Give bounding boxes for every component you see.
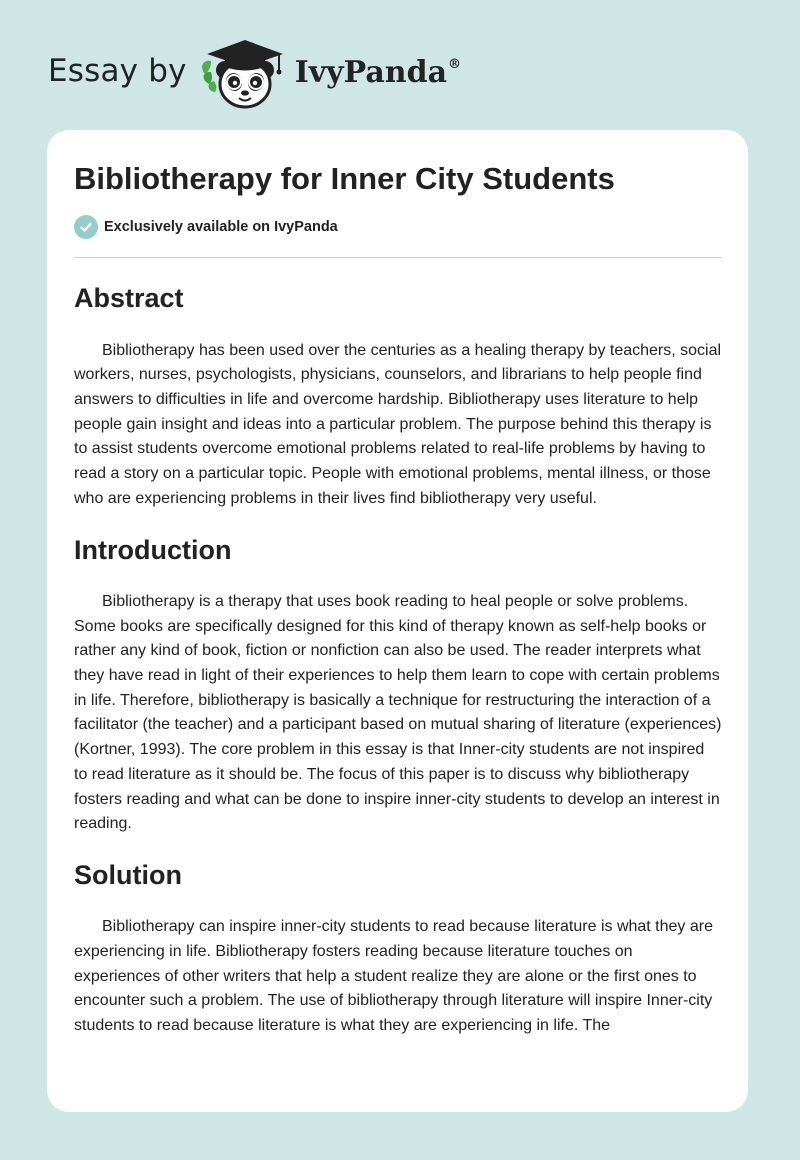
section-heading-solution: Solution <box>74 859 182 890</box>
brand-name <box>295 55 461 90</box>
section-heading-introduction: Introduction <box>74 534 232 565</box>
exclusive-badge <box>74 215 722 258</box>
registered-mark: ® <box>448 56 462 72</box>
exclusive-text: Exclusively available on IvyPanda <box>104 219 338 236</box>
section-paragraph-introduction: Bibliotherapy is a therapy that uses book reading to heal people or solve problems. Some books are specifically designed for this kind of therapy known as self-help books or rather any kind of book, fiction or nonfiction can also be used. The reader interprets what they have read in light of their experiences to help them learn to cope with certain problems in life. Therefore, bibliotherapy is basically a technique for restructuring the interaction of a facilitator (the teacher) and a participant based on mutual sharing of literature (experiences) (Kortner, 1993). The core problem in this essay is that Inner-city students are not inspired to read literature as it should be. The focus of this paper is to discuss why bibliotherapy fosters reading and what can be done to inspire inner-city students to develop an interest in reading. <box>74 592 722 833</box>
panda-graduate-icon <box>199 34 291 114</box>
brand-header[interactable] <box>48 34 461 114</box>
check-circle-icon <box>74 215 98 239</box>
essay-card <box>47 130 748 1112</box>
section-paragraph-abstract: Bibliotherapy has been used over the centuries as a healing therapy by teachers, social workers, nurses, psychologists, physicians, counselors, and librarians to help people find answers to difficulties in life and overcome hardship. Bibliotherapy uses literature to help people gain insight and ideas into a particular problem. The purpose behind this therapy is to assist students overcome emotional problems related to real-life problems by having to read a story on a particular topic. People with emotional problems, mental illness, or those who are experiencing problems in their lives find bibliotherapy very useful. <box>74 341 722 507</box>
essay-title: Bibliotherapy for Inner City Students <box>74 161 615 196</box>
brand-name-text: IvyPanda <box>294 54 448 90</box>
section-paragraph-solution: Bibliotherapy can inspire inner-city students to read because literature is what they are experiencing in life. Bibliotherapy fosters reading because literature touches on experiences of other writers that help a student realize they are alone or the first ones to encounter such a problem. The use of bibliotherapy through literature will inspire Inner-city students to read because literature is what they are experiencing in life. The <box>74 918 713 1035</box>
brand-prefix: Essay by <box>48 53 187 89</box>
section-heading-abstract: Abstract <box>74 283 184 314</box>
